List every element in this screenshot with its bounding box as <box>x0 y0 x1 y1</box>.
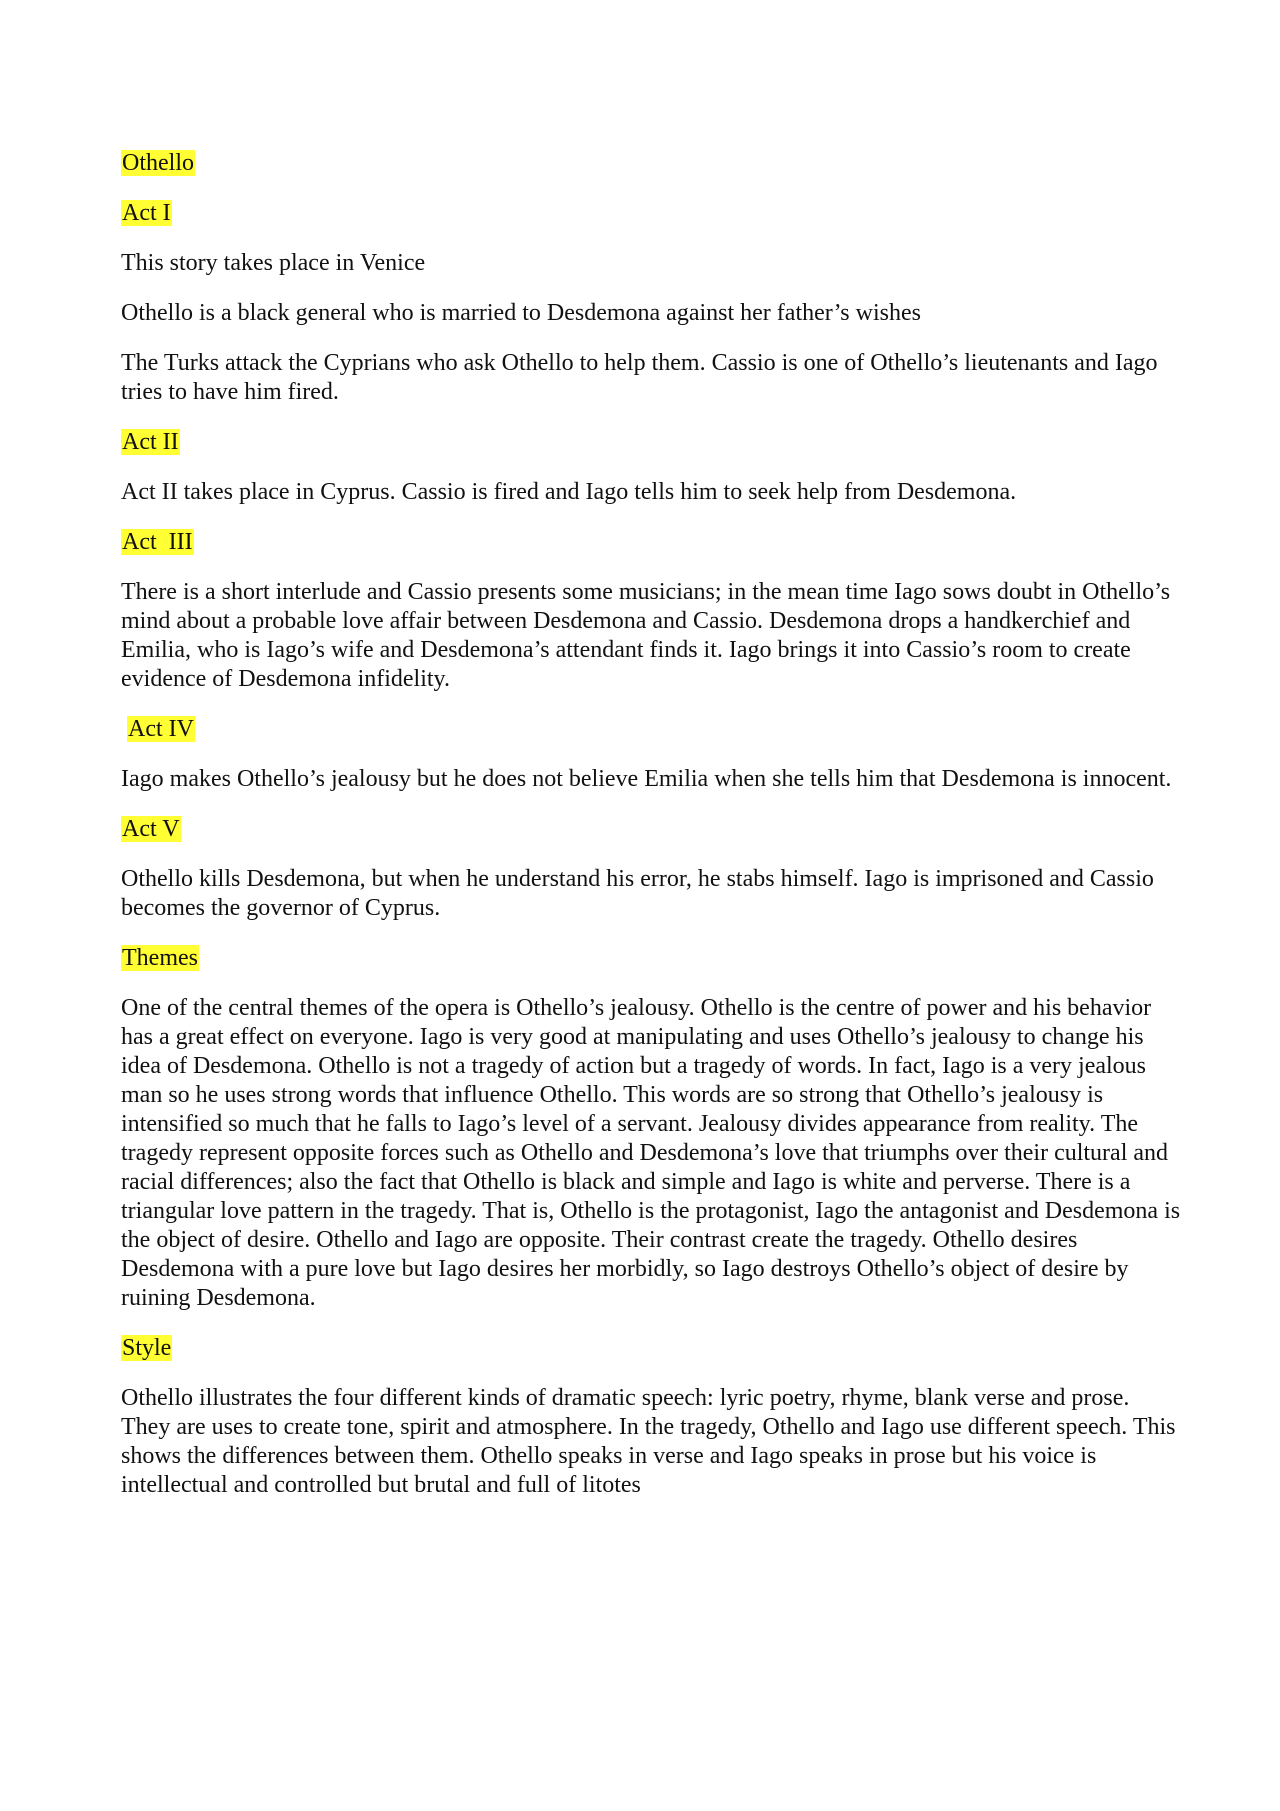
heading-text: Style <box>122 1335 172 1361</box>
heading-act-ii <box>121 428 1181 457</box>
heading-text: Themes <box>122 945 198 971</box>
heading-act-i <box>121 199 1181 228</box>
heading-text: Act II <box>122 429 179 455</box>
heading-text: Act I <box>122 200 171 226</box>
paragraph: Iago makes Othello’s jealousy but he does not believe Emilia when she tells him that Desdemona is innocent. <box>121 766 1172 792</box>
heading-themes <box>121 944 1181 973</box>
heading-text: Act V <box>122 816 180 842</box>
paragraph: There is a short interlude and Cassio presents some musicians; in the mean time Iago sows doubt in Othello’s mind about a probable love affair between Desdemona and Cassio. Desdemona drops a handkerchief and Emilia, who is Iago’s wife and Desdemona’s attendant finds it. Iago brings it into Cassio’s room to create evidence of Desdemona infidelity. <box>121 579 1171 692</box>
heading-style <box>121 1334 1181 1363</box>
heading-text: Act IV <box>128 716 194 742</box>
paragraph: Othello is a black general who is married to Desdemona against her father’s wishes <box>121 300 921 326</box>
paragraph: The Turks attack the Cyprians who ask Othello to help them. Cassio is one of Othello’s lieutenants and Iago tries to have him fired. <box>121 350 1158 405</box>
heading-othello <box>121 149 1181 178</box>
heading-act-v <box>121 815 1181 844</box>
document-page <box>121 149 1181 1521</box>
paragraph: This story takes place in Venice <box>121 250 426 276</box>
heading-act-iv <box>121 715 1181 744</box>
paragraph: One of the central themes of the opera is Othello’s jealousy. Othello is the centre of power and his behavior has a great effect on everyone. Iago is very good at manipulating and uses Othello’s jealousy to change his idea of Desdemona. Othello is not a tragedy of action but a tragedy of words. In fact, Iago is a very jealous man so he uses strong words that influence Othello. This words are so strong that Othello’s jealousy is intensified so much that he falls to Iago’s level of a servant. Jealousy divides appearance from reality. The tragedy represent opposite forces such as Othello and Desdemona’s love that triumphs over their cultural and racial differences; also the fact that Othello is black and simple and Iago is white and perverse. There is a triangular love pattern in the tragedy. That is, Othello is the protagonist, Iago the antagonist and Desdemona is the object of desire. Othello and Iago are opposite. Their contrast create the tragedy. Othello desires Desdemona with a pure love but Iago desires her morbidly, so Iago destroys Othello’s object of desire by ruining Desdemona. <box>121 995 1181 1311</box>
heading-text: Othello <box>122 150 194 176</box>
paragraph: Act II takes place in Cyprus. Cassio is fired and Iago tells him to seek help from Desdemona. <box>121 479 1017 505</box>
paragraph: Othello illustrates the four different kinds of dramatic speech: lyric poetry, rhyme, blank verse and prose. They are uses to create tone, spirit and atmosphere. In the tragedy, Othello and Iago use different speech. This shows the differences between them. Othello speaks in verse and Iago speaks in prose but his voice is intellectual and controlled but brutal and full of litotes <box>121 1385 1176 1498</box>
heading-act-iii <box>121 528 1181 557</box>
paragraph: Othello kills Desdemona, but when he understand his error, he stabs himself. Iago is imprisoned and Cassio becomes the governor of Cyprus. <box>121 866 1154 921</box>
heading-text: Act III <box>122 529 193 555</box>
